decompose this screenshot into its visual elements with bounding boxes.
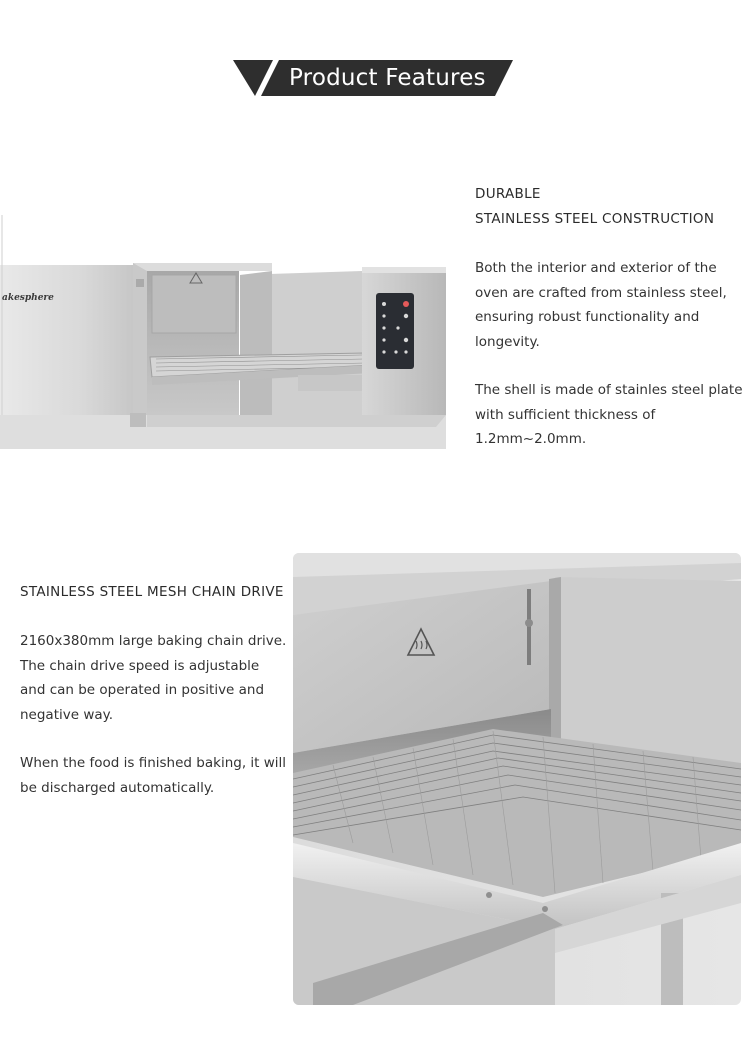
feature-durable-paragraph2: The shell is made of stainles steel plate with sufficient thickness of 1.2mm~2.0mm. <box>475 382 743 447</box>
section-banner <box>233 60 513 98</box>
feature-durable-paragraph1: Both the interior and exterior of the oven are crafted from stainless steel, ensuring robust functionality and longevity. <box>475 260 727 350</box>
banner-title: Product Features <box>289 65 486 91</box>
feature-mesh-paragraph1: 2160x380mm large baking chain drive. The chain drive speed is adjustable and can be operated in positive and negative way. <box>20 633 287 723</box>
oven-product-image <box>0 215 450 455</box>
mesh-chain-image <box>293 553 741 1005</box>
feature-mesh-paragraph2: When the food is finished baking, it will be discharged automatically. <box>20 755 287 796</box>
feature-mesh-heading: STAINLESS STEEL MESH CHAIN DRIVE <box>20 584 284 600</box>
feature-durable <box>475 182 745 452</box>
brand-logo-text: akesphere <box>2 293 54 303</box>
feature-mesh-chain <box>20 580 288 800</box>
feature-durable-heading-line1: DURABLE <box>475 186 541 202</box>
feature-durable-heading-line2: STAINLESS STEEL CONSTRUCTION <box>475 211 715 227</box>
